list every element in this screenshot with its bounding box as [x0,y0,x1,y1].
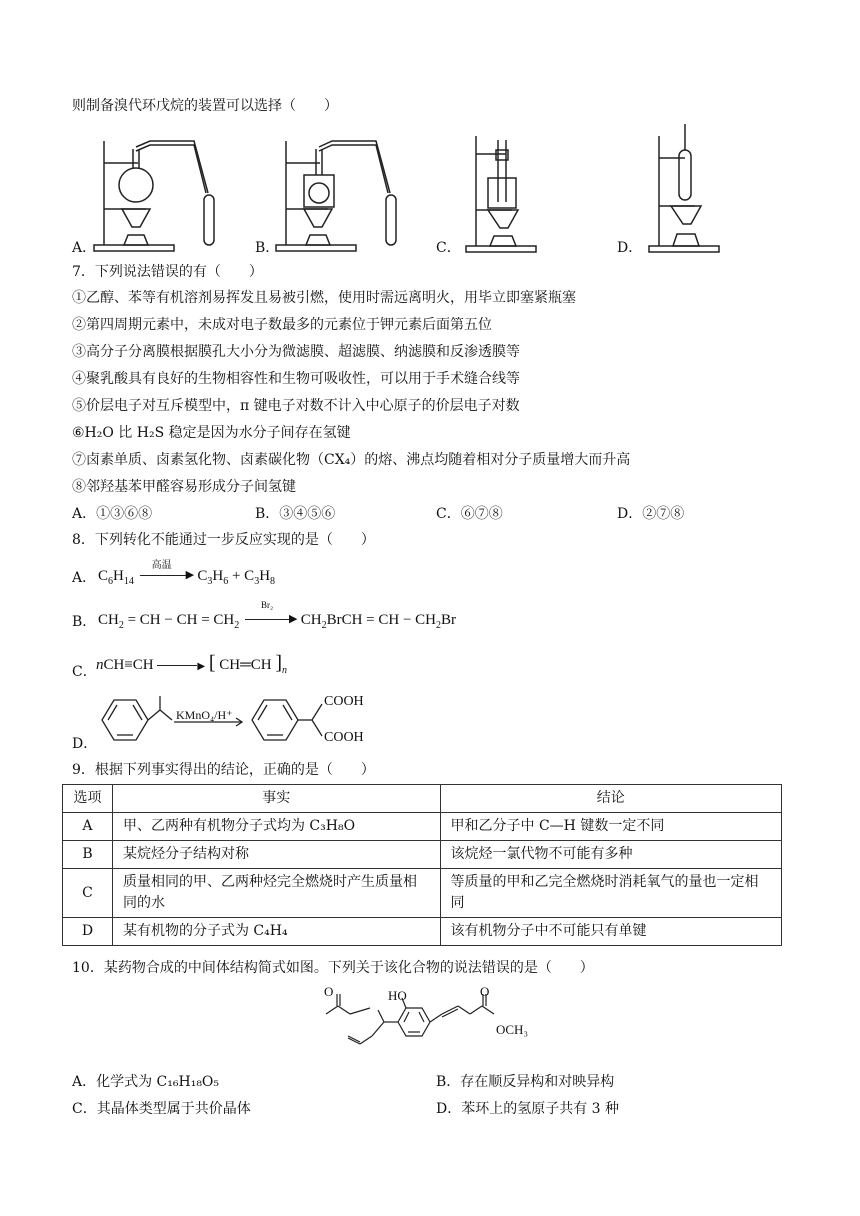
table-header-row [63,785,782,813]
q8-b-condition: Br₂ [260,600,274,610]
q10-option-c[interactable]: C．其晶体类型属于共价晶体 [72,1101,251,1117]
question-9-stem: 9．根据下列事实得出的结论，正确的是（ ） [72,762,375,778]
q10-label-och3: OCH₃ [496,1022,528,1037]
header-conclusion: 结论 [440,785,781,813]
q6-option-d[interactable]: D． [617,240,643,256]
question-6-tail: 则制备溴代环戊烷的装置可以选择（ ） [72,98,338,114]
row-fact: 甲、乙两种有机物分子式均为 C₃H₈O [112,813,440,841]
row-conclusion: 甲和乙分子中 C—H 键数一定不同 [440,813,781,841]
q7-statement-4: ④聚乳酸具有良好的生物相容性和生物可吸收性，可以用于手术缝合线等 [72,371,520,387]
q7-statement-8: ⑧邻羟基苯甲醛容易形成分子间氢键 [72,479,296,495]
row-conclusion: 等质量的甲和乙完全燃烧时消耗氧气的量也一定相同 [440,869,781,918]
question-8-stem: 8．下列转化不能通过一步反应实现的是（ ） [72,532,375,548]
row-conclusion: 该烷烃一氯代物不可能有多种 [440,841,781,869]
q10-label-ester-o: O [324,984,334,999]
q8-b-equation: $CH_2$ = CH − CH = $CH_2$ Br₂ ▶ $CH_2BrCH$ = CH − $CH_2Br$ [98,600,457,631]
table-row[interactable] [63,869,782,918]
q7-option-c[interactable]: C．⑥⑦⑧ [436,506,503,522]
q8-d-cooh-bottom: COOH [324,730,364,745]
q8-option-b[interactable]: B． [72,614,97,630]
q8-option-d[interactable]: D． [72,736,98,752]
q10-label-carbonyl-o: O [480,984,490,999]
q8-option-a[interactable]: A． [72,570,97,586]
question-7-stem: 7．下列说法错误的有（ ） [72,264,263,280]
row-label: C [63,869,113,918]
q10-molecule-structure [318,982,578,1062]
q7-statement-6: ⑥H₂O 比 H₂S 稳定是因为水分子间存在氢键 [72,425,351,441]
apparatus-d-figure [645,122,735,256]
table-row[interactable] [63,841,782,869]
row-fact: 某有机物的分子式为 C₄H₄ [112,918,440,946]
q9-facts-table [62,784,782,946]
apparatus-a-figure [90,135,230,255]
q8-c-equation: nCH≡CH ▶ [ CH═CH ]$_n$ [96,652,287,676]
q7-option-b[interactable]: B．③④⑤⑥ [255,506,336,522]
q7-option-a[interactable]: A．①③⑥⑧ [72,506,153,522]
header-fact: 事实 [112,785,440,813]
q10-option-d[interactable]: D．苯环上的氢原子共有 3 种 [436,1101,620,1117]
row-fact: 质量相同的甲、乙两种烃完全燃烧时产生质量相同的水 [112,869,440,918]
q6-option-c[interactable]: C． [436,240,461,256]
q7-statement-7: ⑦卤素单质、卤素氢化物、卤素碳化物（CX₄）的熔、沸点均随着相对分子质量增大而升高 [72,452,631,468]
q8-d-condition: KMnO₄/H⁺ [176,708,233,722]
q7-statement-1: ①乙醇、苯等有机溶剂易挥发且易被引燃，使用时需远离明火，用毕立即塞紧瓶塞 [72,290,576,306]
apparatus-c-figure [462,132,552,256]
q7-option-d[interactable]: D．②⑦⑧ [617,506,685,522]
q7-statement-5: ⑤价层电子对互斥模型中，π 键电子对数不计入中心原子的价层电子对数 [72,398,520,414]
apparatus-b-figure [272,135,412,255]
table-row[interactable] [63,813,782,841]
question-10-stem: 10．某药物合成的中间体结构简式如图。下列关于该化合物的说法错误的是（ ） [72,960,594,976]
q6-option-b[interactable]: B． [255,240,280,256]
q6-option-a[interactable]: A． [72,240,97,256]
row-label: D [63,918,113,946]
row-label: A [63,813,113,841]
q8-option-c[interactable]: C． [72,664,97,680]
q8-d-cooh-top: COOH [324,694,364,709]
q10-option-a[interactable]: A．化学式为 C₁₆H₁₈O₅ [72,1074,220,1090]
header-option: 选项 [63,785,113,813]
q10-label-ho: HO [388,988,407,1003]
q10-option-b[interactable]: B．存在顺反异构和对映异构 [436,1074,615,1090]
q8-a-equation: $C_6H_{14}$ 高温 ▶ $C_3H_6 + C_3H_8$ [98,566,275,587]
table-row[interactable] [63,918,782,946]
q7-statement-2: ②第四周期元素中，未成对电子数最多的元素位于钾元素后面第五位 [72,317,492,333]
q7-statement-3: ③高分子分离膜根据膜孔大小分为微滤膜、超滤膜、纳滤膜和反渗透膜等 [72,344,520,360]
row-label: B [63,841,113,869]
row-fact: 某烷烃分子结构对称 [112,841,440,869]
row-conclusion: 该有机物分子中不可能只有单键 [440,918,781,946]
q8-a-condition: 高温 [151,560,172,571]
